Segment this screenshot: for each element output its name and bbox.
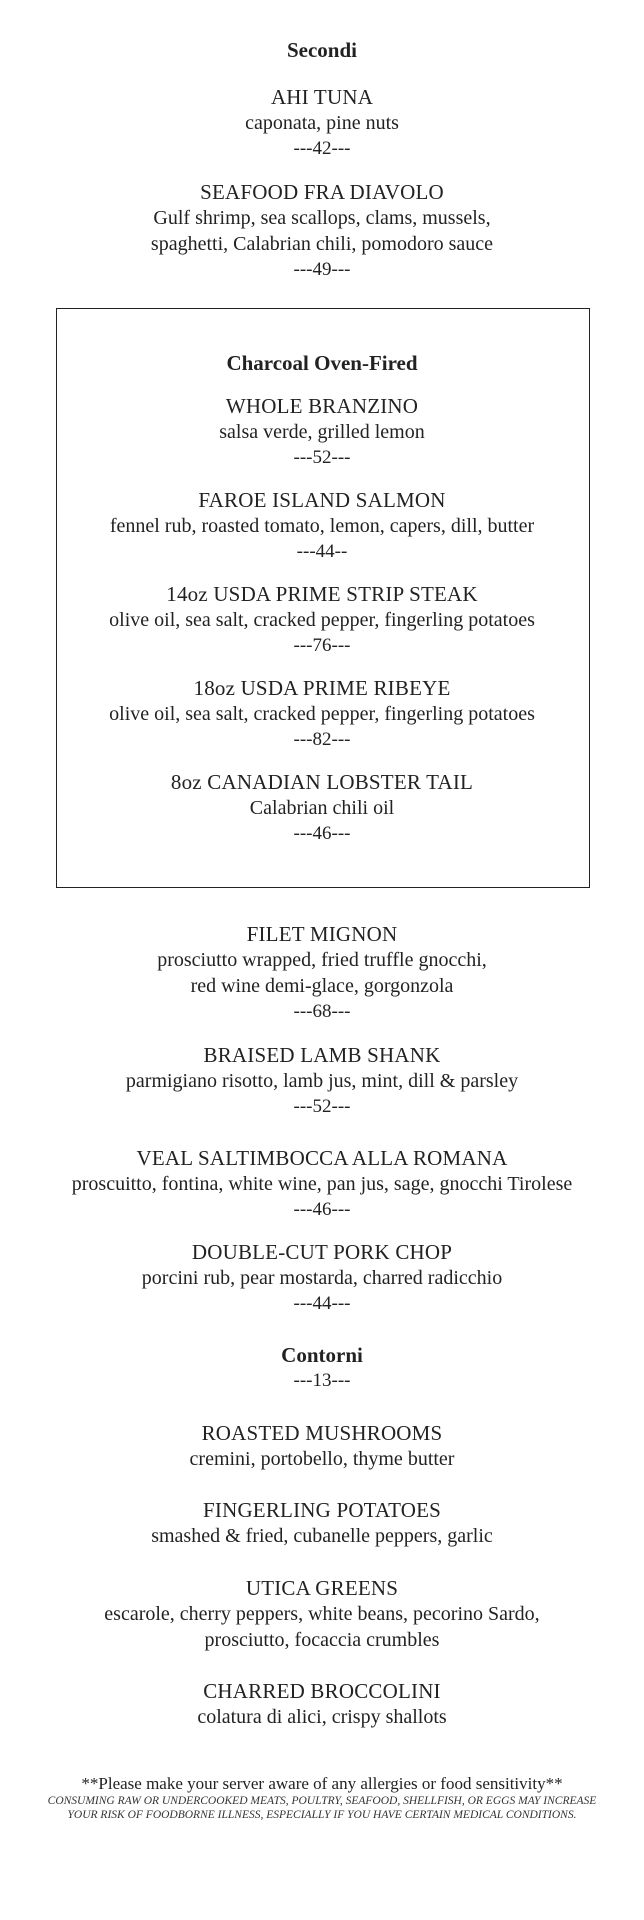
menu-item xyxy=(0,487,644,565)
menu-item xyxy=(0,1042,644,1120)
dish-description: fennel rub, roasted tomato, lemon, capers, dill, butter xyxy=(109,515,535,537)
dish-description: smashed & fried, cubanelle peppers, garlic xyxy=(151,1525,493,1547)
dish-price: ---46--- xyxy=(293,1199,351,1220)
dish-price: ---52--- xyxy=(293,1096,351,1117)
dish-description: porcini rub, pear mostarda, charred radicchio xyxy=(141,1267,503,1289)
dish-description: olive oil, sea salt, cracked pepper, fingerling potatoes xyxy=(109,609,535,631)
dish-name: CHARRED BROCCOLINI xyxy=(203,1679,441,1703)
section-title-contorni: Contorni xyxy=(281,1343,363,1367)
dish-name: FAROE ISLAND SALMON xyxy=(198,488,446,512)
dish-description: parmigiano risotto, lamb jus, mint, dill & parsley xyxy=(125,1070,519,1092)
dish-description-line2: spaghetti, Calabrian chili, pomodoro sauce xyxy=(150,233,494,255)
dish-name: AHI TUNA xyxy=(270,85,374,109)
food-safety-disclaimer: CONSUMING RAW OR UNDERCOOKED MEATS, POULTRY, SEAFOOD, SHELLFISH, OR EGGS MAY INCREASE YOUR RISK OF FOODBORNE ILLNESS, ESPECIALLY IF YOU HAVE CERTAIN MEDICAL CONDITIONS. xyxy=(47,1795,597,1821)
dish-name: BRAISED LAMB SHANK xyxy=(203,1043,441,1067)
menu-item xyxy=(0,393,644,471)
dish-name: 8oz CANADIAN LOBSTER TAIL xyxy=(170,770,474,794)
dish-name: SEAFOOD FRA DIAVOLO xyxy=(200,180,444,204)
allergy-note: **Please make your server aware of any allergies or food sensitivity** xyxy=(81,1774,563,1793)
dish-name: FILET MIGNON xyxy=(246,922,398,946)
dish-description: proscuitto, fontina, white wine, pan jus, sage, gnocchi Tirolese xyxy=(71,1173,573,1195)
dish-name: UTICA GREENS xyxy=(245,1576,399,1600)
section-title-secondi: Secondi xyxy=(286,38,357,62)
dish-description: salsa verde, grilled lemon xyxy=(219,421,425,443)
dish-price: ---52--- xyxy=(293,447,351,468)
dish-price: ---42--- xyxy=(293,138,351,159)
dish-price: ---44-- xyxy=(296,541,348,562)
dish-description: colatura di alici, crispy shallots xyxy=(197,1706,447,1728)
menu-item xyxy=(0,769,644,847)
menu-item xyxy=(0,1145,644,1223)
dish-name: WHOLE BRANZINO xyxy=(225,394,419,418)
menu-item xyxy=(0,84,644,162)
menu-item xyxy=(0,921,644,1025)
menu-item xyxy=(0,1575,644,1653)
contorni-price: ---13--- xyxy=(293,1370,351,1391)
dish-price: ---82--- xyxy=(293,729,351,750)
dish-description: escarole, cherry peppers, white beans, pecorino Sardo, xyxy=(104,1603,540,1625)
dish-description-line2: prosciutto, focaccia crumbles xyxy=(204,1629,440,1651)
dish-name: 18oz USDA PRIME RIBEYE xyxy=(193,676,451,700)
dish-description-line2: red wine demi-glace, gorgonzola xyxy=(190,975,454,997)
dish-name: VEAL SALTIMBOCCA ALLA ROMANA xyxy=(136,1146,508,1170)
dish-price: ---76--- xyxy=(293,635,351,656)
dish-name: ROASTED MUSHROOMS xyxy=(201,1421,443,1445)
menu-item xyxy=(0,179,644,283)
menu-item xyxy=(0,1678,644,1730)
dish-name: FINGERLING POTATOES xyxy=(203,1498,441,1522)
menu-item xyxy=(0,675,644,753)
menu-item xyxy=(0,1497,644,1549)
dish-description: Calabrian chili oil xyxy=(249,797,395,819)
menu-item xyxy=(0,1239,644,1317)
dish-description: caponata, pine nuts xyxy=(245,112,399,134)
menu-item xyxy=(0,1420,644,1472)
dish-description: cremini, portobello, thyme butter xyxy=(189,1448,455,1470)
dish-price: ---46--- xyxy=(293,823,351,844)
dish-name: 14oz USDA PRIME STRIP STEAK xyxy=(166,582,478,606)
dish-price: ---68--- xyxy=(293,1001,351,1022)
menu-item xyxy=(0,581,644,659)
section-title-charcoal-oven-fired: Charcoal Oven-Fired xyxy=(226,351,418,375)
dish-price: ---49--- xyxy=(293,259,351,280)
dish-name: DOUBLE-CUT PORK CHOP xyxy=(191,1240,453,1264)
dish-description: prosciutto wrapped, fried truffle gnocchi, xyxy=(157,949,487,971)
dish-description: olive oil, sea salt, cracked pepper, fingerling potatoes xyxy=(109,703,535,725)
dish-price: ---44--- xyxy=(293,1293,351,1314)
dish-description: Gulf shrimp, sea scallops, clams, mussels, xyxy=(153,207,491,229)
